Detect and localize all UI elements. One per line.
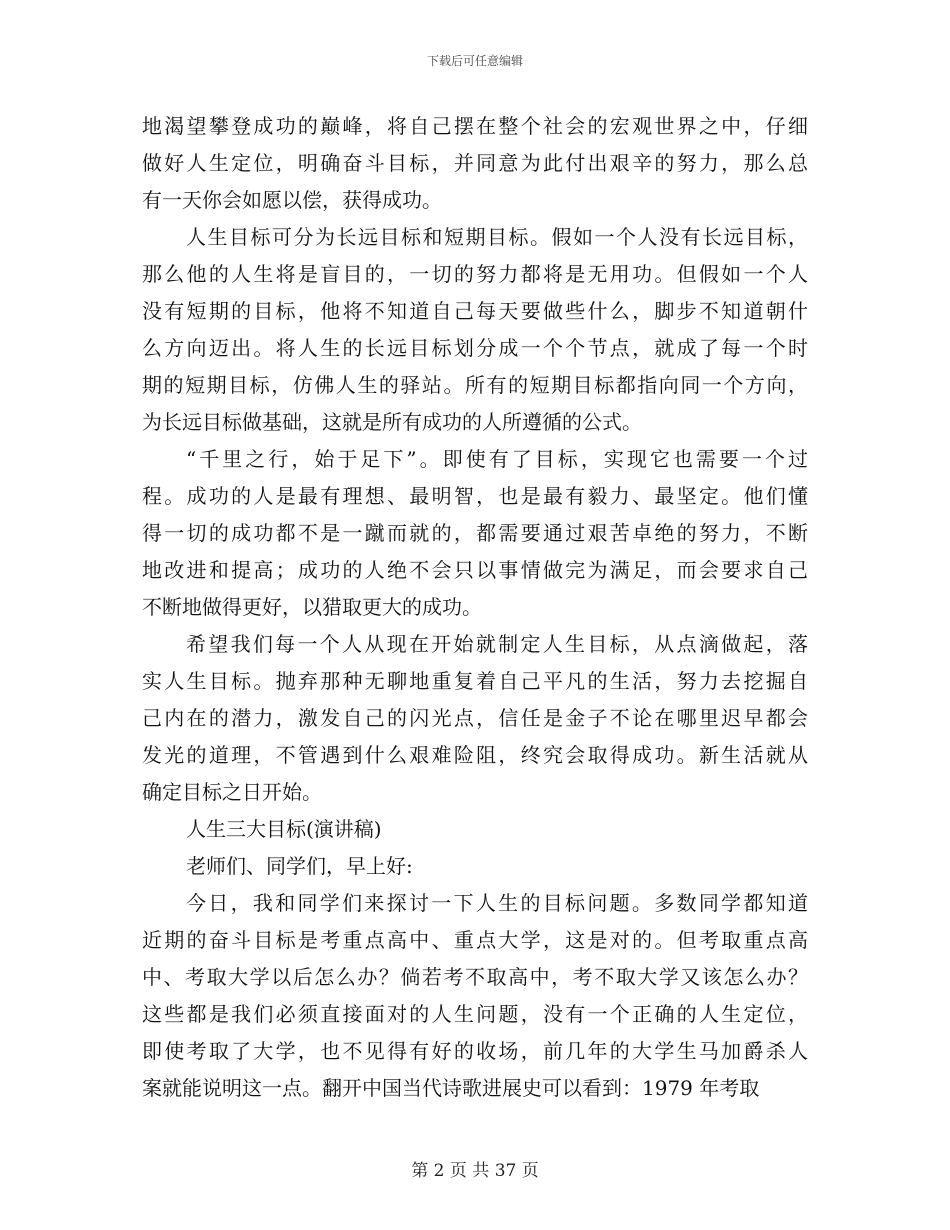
text-line: 为长远目标做基础，这就是所有成功的人所遵循的公式。 — [142, 410, 642, 434]
text-line: 实人生目标。抛弃那种无聊地重复着自己平凡的生活，努力去挖掘自 — [142, 669, 808, 693]
text-line: 人生目标可分为长远目标和短期目标。假如一个人没有长远目标， — [186, 225, 808, 249]
paragraph — [142, 811, 808, 848]
text-line: 没有短期的目标，他将不知道自己每天要做些什么，脚步不知道朝什 — [142, 299, 808, 323]
text-line: 地改进和提高；成功的人绝不会只以事情做完为满足，而会要求自己 — [142, 558, 808, 582]
document-body — [142, 108, 808, 1107]
page-header: 下载后可任意编辑 — [426, 54, 523, 68]
paragraph — [142, 848, 808, 885]
paragraph — [142, 441, 808, 626]
text-line: 得一切的成功都不是一蹴而就的，都需要通过艰苦卓绝的努力，不断 — [142, 521, 808, 545]
text-line: 中、考取大学以后怎么办？倘若考不取高中，考不取大学又该怎么办？ — [142, 965, 808, 989]
text-line: 案就能说明这一点。翻开中国当代诗歌进展史可以看到：1979 年考取 — [142, 1076, 760, 1100]
text-line: 这些都是我们必须直接面对的人生问题，没有一个正确的人生定位， — [142, 1002, 808, 1026]
text-line: 己内在的潜力，激发自己的闪光点，信任是金子不论在哪里迟早都会 — [142, 706, 808, 730]
text-line: “千里之行，始于足下”。即使有了目标，实现它也需要一个过 — [186, 447, 808, 471]
text-line: 希望我们每一个人从现在开始就制定人生目标，从点滴做起，落 — [186, 632, 808, 656]
text-line: 即使考取了大学，也不见得有好的收场，前几年的大学生马加爵杀人 — [142, 1039, 808, 1063]
text-line: 程。成功的人是最有理想、最明智，也是最有毅力、最坚定。他们懂 — [142, 484, 808, 508]
text-line: 期的短期目标，仿佛人生的驿站。所有的短期目标都指向同一个方向， — [142, 373, 808, 397]
text-line: 那么他的人生将是盲目的，一切的努力都将是无用功。但假如一个人 — [142, 262, 808, 286]
paragraph — [142, 885, 808, 1107]
paragraph — [142, 219, 808, 441]
text-line: 有一天你会如愿以偿，获得成功。 — [142, 188, 442, 212]
text-line: 人生三大目标(演讲稿) — [186, 817, 382, 841]
paragraph — [142, 108, 808, 219]
text-line: 地渴望攀登成功的巅峰，将自己摆在整个社会的宏观世界之中，仔细 — [142, 114, 808, 138]
paragraph — [142, 626, 808, 811]
text-line: 不断地做得更好，以猎取更大的成功。 — [142, 595, 482, 619]
page-number-footer: 第 2 页 共 37 页 — [411, 1161, 539, 1181]
text-line: 近期的奋斗目标是考重点高中、重点大学，这是对的。但考取重点高 — [142, 928, 808, 952]
text-line: 确定目标之日开始。 — [142, 780, 322, 804]
text-line: 么方向迈出。将人生的长远目标划分成一个个节点，就成了每一个时 — [142, 336, 808, 360]
text-line: 做好人生定位，明确奋斗目标，并同意为此付出艰辛的努力，那么总 — [142, 151, 808, 175]
text-line: 发光的道理，不管遇到什么艰难险阻，终究会取得成功。新生活就从 — [142, 743, 808, 767]
text-line: 老师们、同学们，早上好: — [186, 854, 413, 878]
text-line: 今日，我和同学们来探讨一下人生的目标问题。多数同学都知道 — [186, 891, 808, 915]
